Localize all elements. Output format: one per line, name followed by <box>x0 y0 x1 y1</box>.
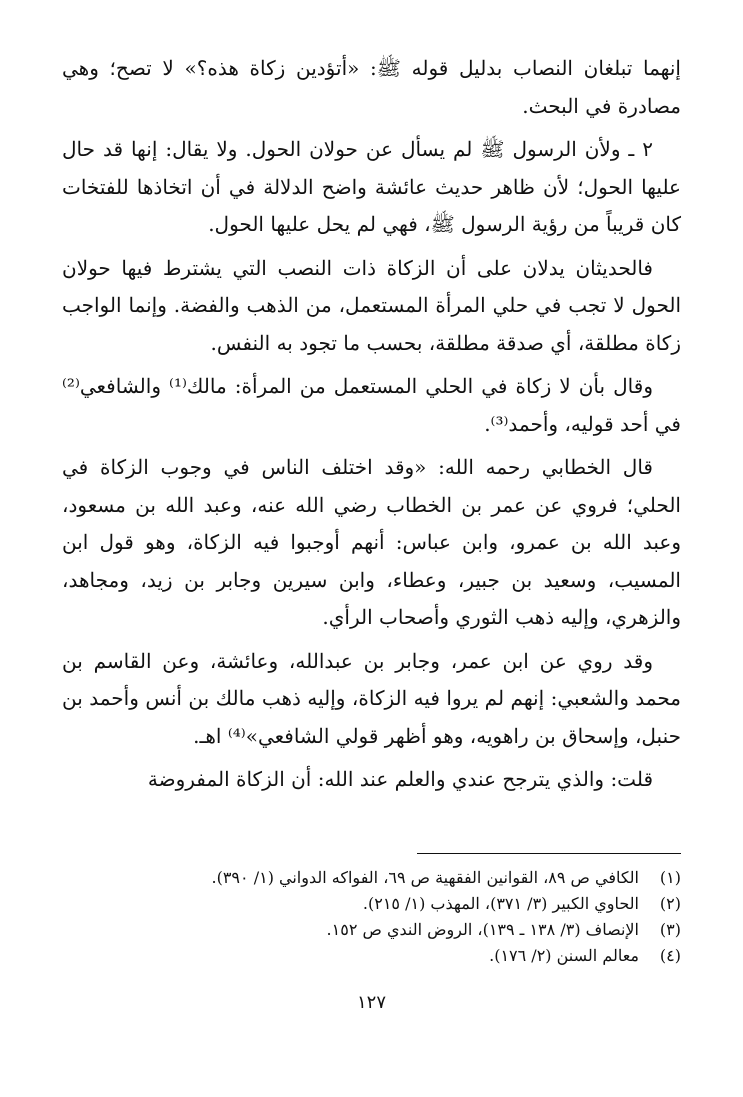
footnote-number: (٤) <box>659 946 681 965</box>
footnote-text: معالم السنن (٢/ ١٧٦). <box>489 946 639 965</box>
main-text <box>62 50 681 799</box>
footnote-item <box>62 943 681 969</box>
paragraph-continuation: إنهما تبلغان النصاب بدليل قوله ﷺ: «أتؤدين زكاة هذه؟» لا تصح؛ وهي مصادرة في البحث. <box>62 56 681 118</box>
paragraph-conclusion: قلت: والذي يترجح عندي والعلم عند الله: أن الزكاة المفروضة <box>147 767 653 791</box>
paragraph-two-hadiths: فالحديثان يدلان على أن الزكاة ذات النصب التي يشترط فيها حولان الحول لا تجب في حلي المرأة المستعمل، من الذهب والفضة. وإنما الواجب زكاة مطلقة، أي صدقة مطلقة، بحسب ما تجود به النفس. <box>62 255 682 355</box>
paragraph-narrations: وقد روي عن ابن عمر، وجابر بن عبدالله، وعائشة، وعن القاسم بن محمد والشعبي: إنهم لم يروا فيه الزكاة، وإليه ذهب مالك بن أنس وأحمد بن حنبل، وإسحاق بن راهويه، وهو أظهر قولي الشافعي»⁽⁴⁾ اهـ. <box>62 648 681 748</box>
page-number: ١٢٧ <box>356 992 386 1013</box>
footnote-text: الحاوي الكبير (٣/ ٣٧١)، المهذب (١/ ٢١٥). <box>362 894 639 913</box>
footnote-text: الكافي ص ٨٩، القوانين الفقهية ص ٦٩، الفواكه الدواني (١/ ٣٩٠). <box>211 868 639 887</box>
footnote-item <box>62 865 681 891</box>
footnote-item <box>62 891 681 917</box>
footnote-separator <box>417 853 681 854</box>
paragraph-point-two: ٢ ـ ولأن الرسول ﷺ لم يسأل عن حولان الحول. ولا يقال: إنها قد حال عليها الحول؛ لأن ظاهر حديث عائشة واضح الدلالة في أن اتخاذها للفتخات كان قريباً من رؤية الرسول ﷺ، فهي لم يحل عليها الحول. <box>62 137 681 236</box>
footnote-item <box>62 917 681 943</box>
paragraph-scholars-opinion: وقال بأن لا زكاة في الحلي المستعمل من المرأة: مالك⁽¹⁾ والشافعي⁽²⁾ في أحد قوليه، وأحمد⁽³⁾. <box>62 374 681 436</box>
footnote-number: (١) <box>659 868 681 887</box>
footnote-text: الإنصاف (٣/ ١٣٨ ـ ١٣٩)، الروض الندي ص ١٥٢. <box>326 920 639 939</box>
footnotes <box>62 865 681 969</box>
footnote-number: (٢) <box>659 894 681 913</box>
paragraph-khattabi-quote: قال الخطابي رحمه الله: «وقد اختلف الناس في وجوب الزكاة في الحلي؛ فروي عن عمر بن الخطاب رضي الله عنه، وعبد الله بن مسعود، وعبد الله بن عمرو، وابن عباس: أنهم أوجبوا فيه الزكاة، وهو قول ابن المسيب، وسعيد بن جبير، وعطاء، وابن سيرين وجابر بن زيد، ومجاهد، والزهري، وإليه ذهب الثوري وأصحاب الرأي. <box>62 455 681 629</box>
footnote-number: (٣) <box>659 920 681 939</box>
